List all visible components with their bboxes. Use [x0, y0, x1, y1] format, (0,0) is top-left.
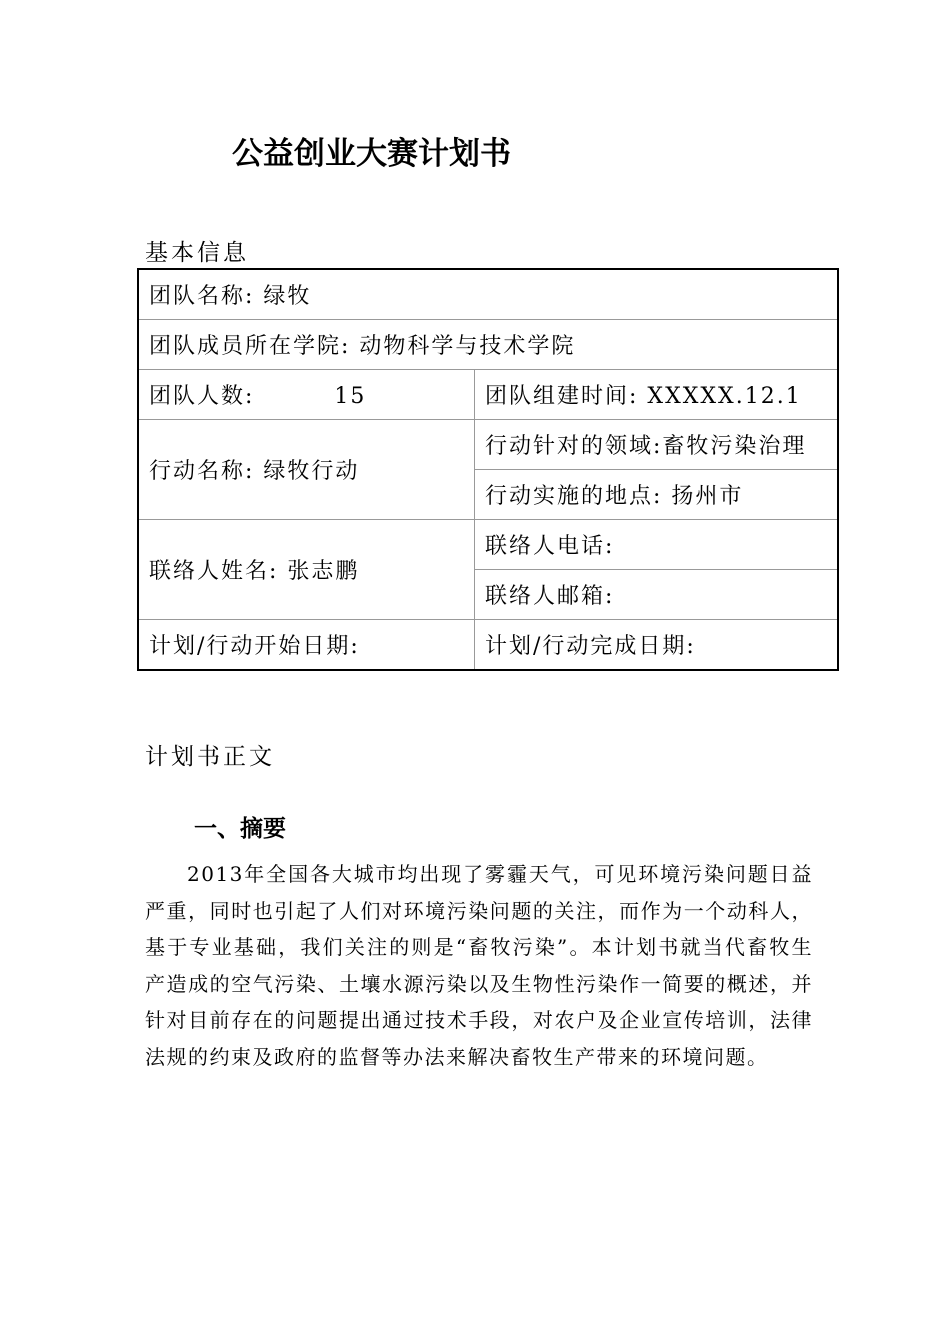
abstract-paragraph: 2013年全国各大城市均出现了雾霾天气，可见环境污染问题日益严重，同时也引起了人们对环境污染问题的关注，而作为一个动科人，基于专业基础，我们关注的则是“畜牧污染”。本计划书就当代畜牧生产造成的空气污染、土壤水源污染以及生物性污染作一简要的概述，并针对目前存在的问题提出通过技术手段，对农户及企业宣传培训，法律法规的约束及政府的监督等办法来解决畜牧生产带来的环境问题。 [145, 862, 813, 1069]
team-name-cell: 团队名称: 绿牧 [138, 269, 838, 320]
contact-email-cell: 联络人邮箱: [475, 570, 839, 620]
contact-name-cell: 联络人姓名: 张志鹏 [138, 520, 475, 620]
college-cell: 团队成员所在学院: 动物科学与技术学院 [138, 320, 838, 370]
table-row [138, 520, 838, 570]
start-date-cell: 计划/行动开始日期: [138, 620, 475, 671]
action-name-cell: 行动名称: 绿牧行动 [138, 420, 475, 520]
contact-phone-cell: 联络人电话: [475, 520, 839, 570]
basic-info-table [137, 268, 839, 671]
end-date-cell: 计划/行动完成日期: [475, 620, 839, 671]
table-row [138, 620, 838, 671]
action-field-cell: 行动针对的领域:畜牧污染治理 [475, 420, 839, 470]
table-row [138, 269, 838, 320]
table-row [138, 320, 838, 370]
page-title: 公益创业大赛计划书 [232, 136, 511, 172]
team-size-label: 团队人数: [149, 384, 255, 409]
founded-cell: 团队组建时间: XXXXX.12.1 [475, 370, 839, 420]
action-location-cell: 行动实施的地点: 扬州市 [475, 470, 839, 520]
team-size-value: 15 [334, 384, 367, 409]
team-size-cell [138, 370, 475, 420]
abstract-heading: 一、摘要 [194, 816, 286, 842]
table-row [138, 370, 838, 420]
basic-info-label: 基本信息 [145, 240, 249, 266]
body-label: 计划书正文 [145, 744, 275, 770]
table-row [138, 420, 838, 470]
